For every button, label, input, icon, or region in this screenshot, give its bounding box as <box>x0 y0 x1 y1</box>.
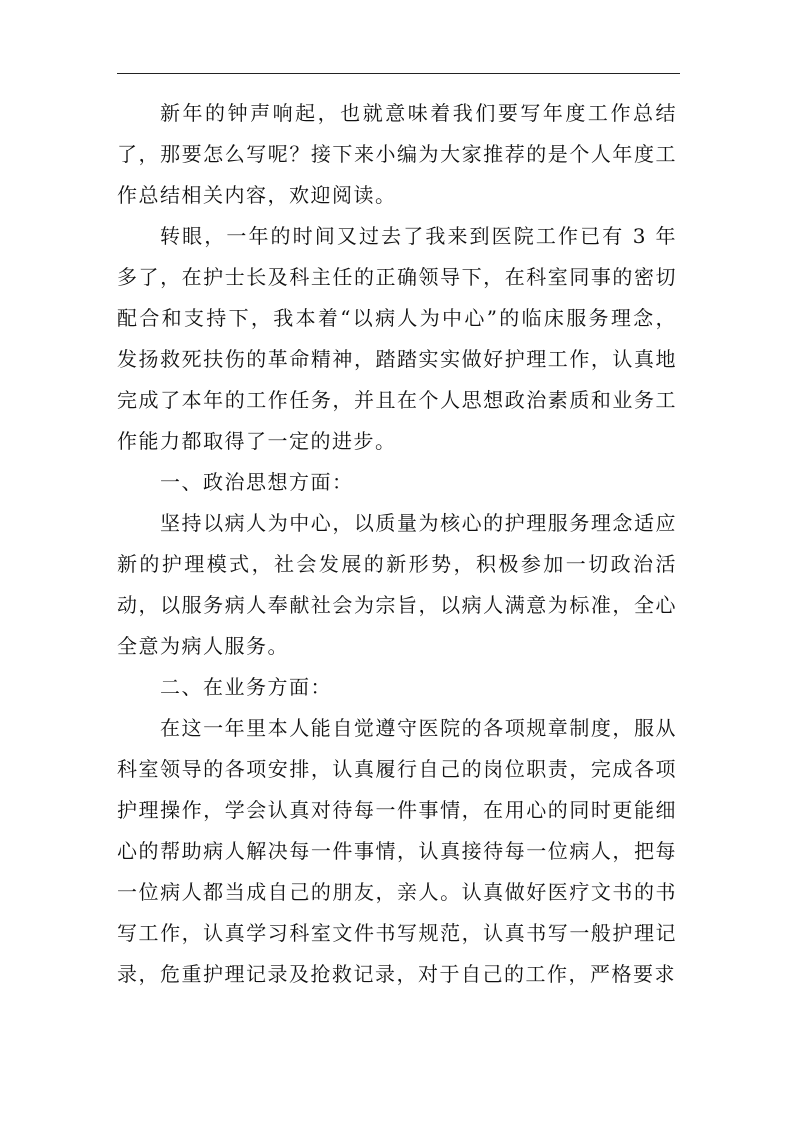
header-rule <box>117 73 680 74</box>
intro-paragraph: 新年的钟声响起，也就意味着我们要写年度工作总结了，那要怎么写呢？接下来小编为大家推荐的是个人年度工作总结相关内容，欢迎阅读。 <box>117 101 677 207</box>
summary-paragraph: 转眼，一年的时间又过去了我来到医院工作已有 3 年多了，在护士长及科主任的正确领导下，在科室同事的密切配合和支持下，我本着“以病人为中心”的临床服务理念，发扬救死扶伤的革命精神，踏踏实实做好护理工作，认真地完成了本年的工作任务，并且在个人思想政治素质和业务工作能力都取得了一定的进步。 <box>117 224 677 453</box>
section-heading-political: 一、政治思想方面： <box>160 470 354 494</box>
document-body <box>117 93 677 995</box>
section-heading-business: 二、在业务方面： <box>160 675 332 699</box>
business-paragraph: 在这一年里本人能自觉遵守医院的各项规章制度，服从科室领导的各项安排，认真履行自己的岗位职责，完成各项护理操作，学会认真对待每一件事情，在用心的同时更能细心的帮助病人解决每一件事情，认真接待每一位病人，把每一位病人都当成自己的朋友，亲人。认真做好医疗文书的书写工作，认真学习科室文件书写规范，认真书写一般护理记录，危重护理记录及抢救记录，对于自己的工作，严格要求 <box>117 716 677 986</box>
political-paragraph: 坚持以病人为中心，以质量为核心的护理服务理念适应新的护理模式，社会发展的新形势，积极参加一切政治活动，以服务病人奉献社会为宗旨，以病人满意为标准，全心全意为病人服务。 <box>117 511 677 658</box>
